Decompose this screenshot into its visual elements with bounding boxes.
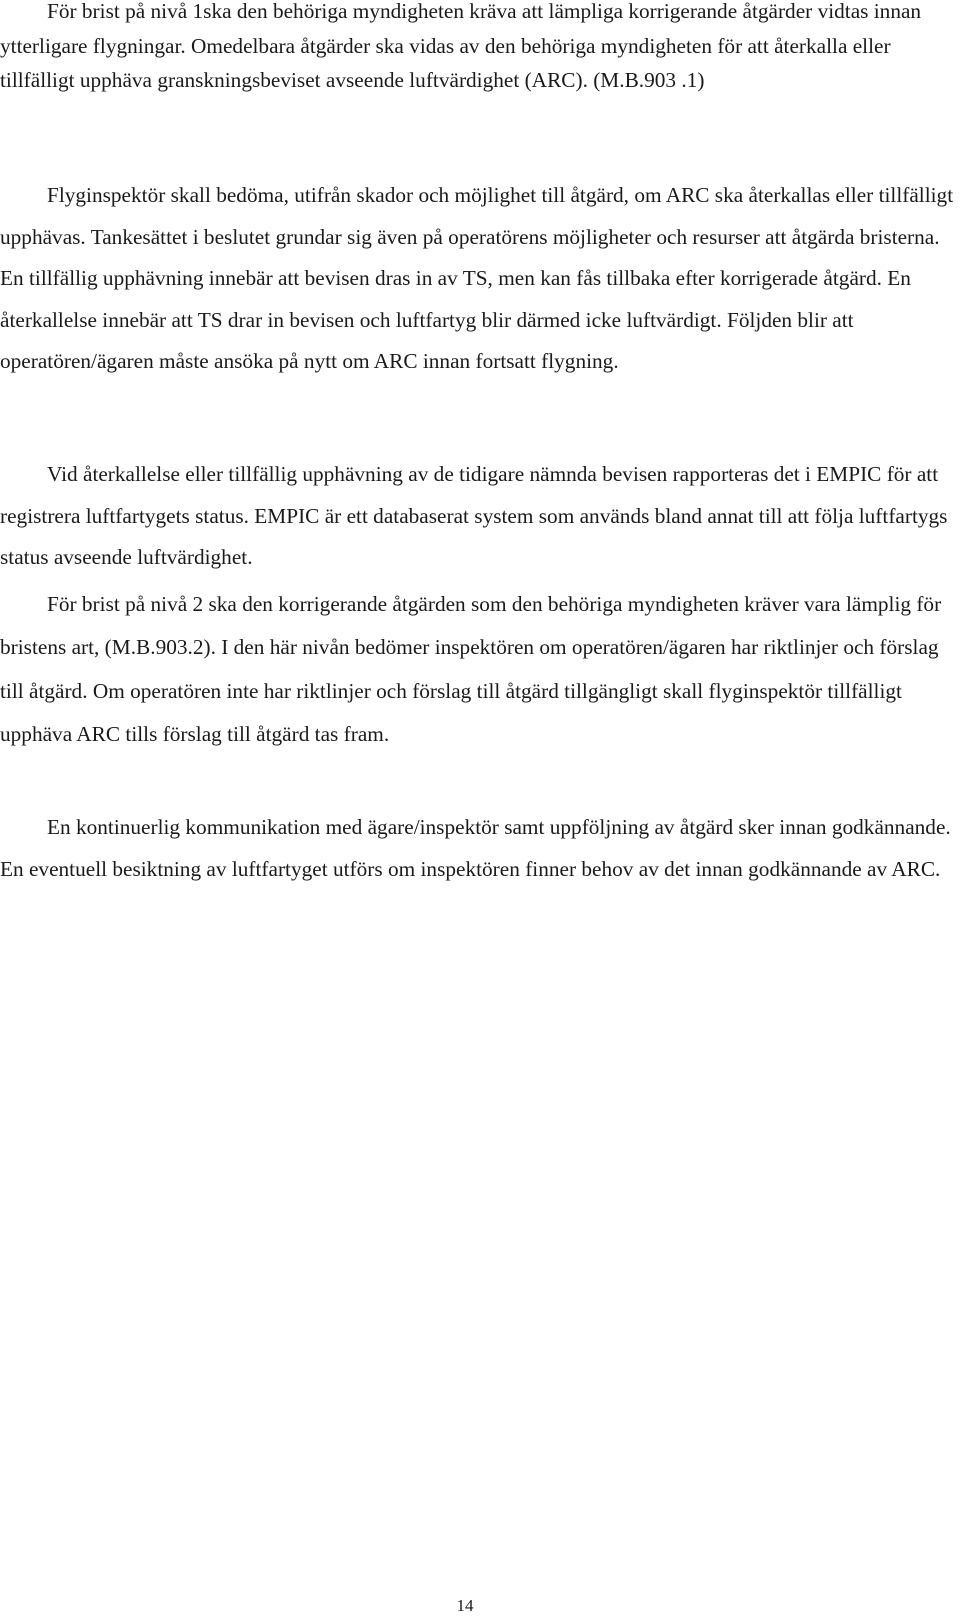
paragraph-inspector-assessment: Flyginspektör skall bedöma, utifrån skador och möjlighet till åtgärd, om ARC ska återkallas eller tillfälligt upphävas. Tankesättet i beslutet grundar sig även på operatörens möjligheter och resurser att åtgärda bristerna. En tillfällig upphävning innebär att bevisen dras in av TS, men kan fås tillbaka efter korrigerade åtgärd. En återkallelse innebär att TS drar in bevisen och luftfartyg blir därmed icke luftvärdigt. Följden blir att operatören/ägaren måste ansöka på nytt om ARC innan fortsatt flygning. [0, 183, 954, 374]
paragraph-level-2-deficiency: För brist på nivå 2 ska den korrigerande åtgärden som den behöriga myndigheten kräver vara lämplig för bristens art, (M.B.903.2). I den här nivån bedömer inspektören om operatören/ägaren har riktlinjer och förslag till åtgärd. Om operatören inte har riktlinjer och förslag till åtgärd tillgängligt skall flyginspektör tillfälligt upphäva ARC tills förslag till åtgärd tas fram. [0, 592, 942, 747]
paragraph-continuous-communication: En kontinuerlig kommunikation med ägare/inspektör samt uppföljning av åtgärd sker innan godkännande. En eventuell besiktning av luftfartyget utförs om inspektören finner behov av det innan godkännande av ARC. [0, 815, 951, 881]
page-number: 14 [456, 1596, 474, 1615]
paragraph-empic-reporting: Vid återkallelse eller tillfällig upphävning av de tidigare nämnda bevisen rapporteras det i EMPIC för att registrera luftfartygets status. EMPIC är ett databaserat system som används bland annat till att följa luftfartygs status avseende luftvärdighet. [0, 462, 948, 570]
paragraph-level-1-deficiency: För brist på nivå 1ska den behöriga myndigheten kräva att lämpliga korrigerande åtgärder vidtas innan ytterligare flygningar. Omedelbara åtgärder ska vidas av den behöriga myndigheten för att återkalla eller tillfälligt upphäva granskningsbeviset avseende luftvärdighet (ARC). (M.B.903 .1) [0, 0, 922, 92]
